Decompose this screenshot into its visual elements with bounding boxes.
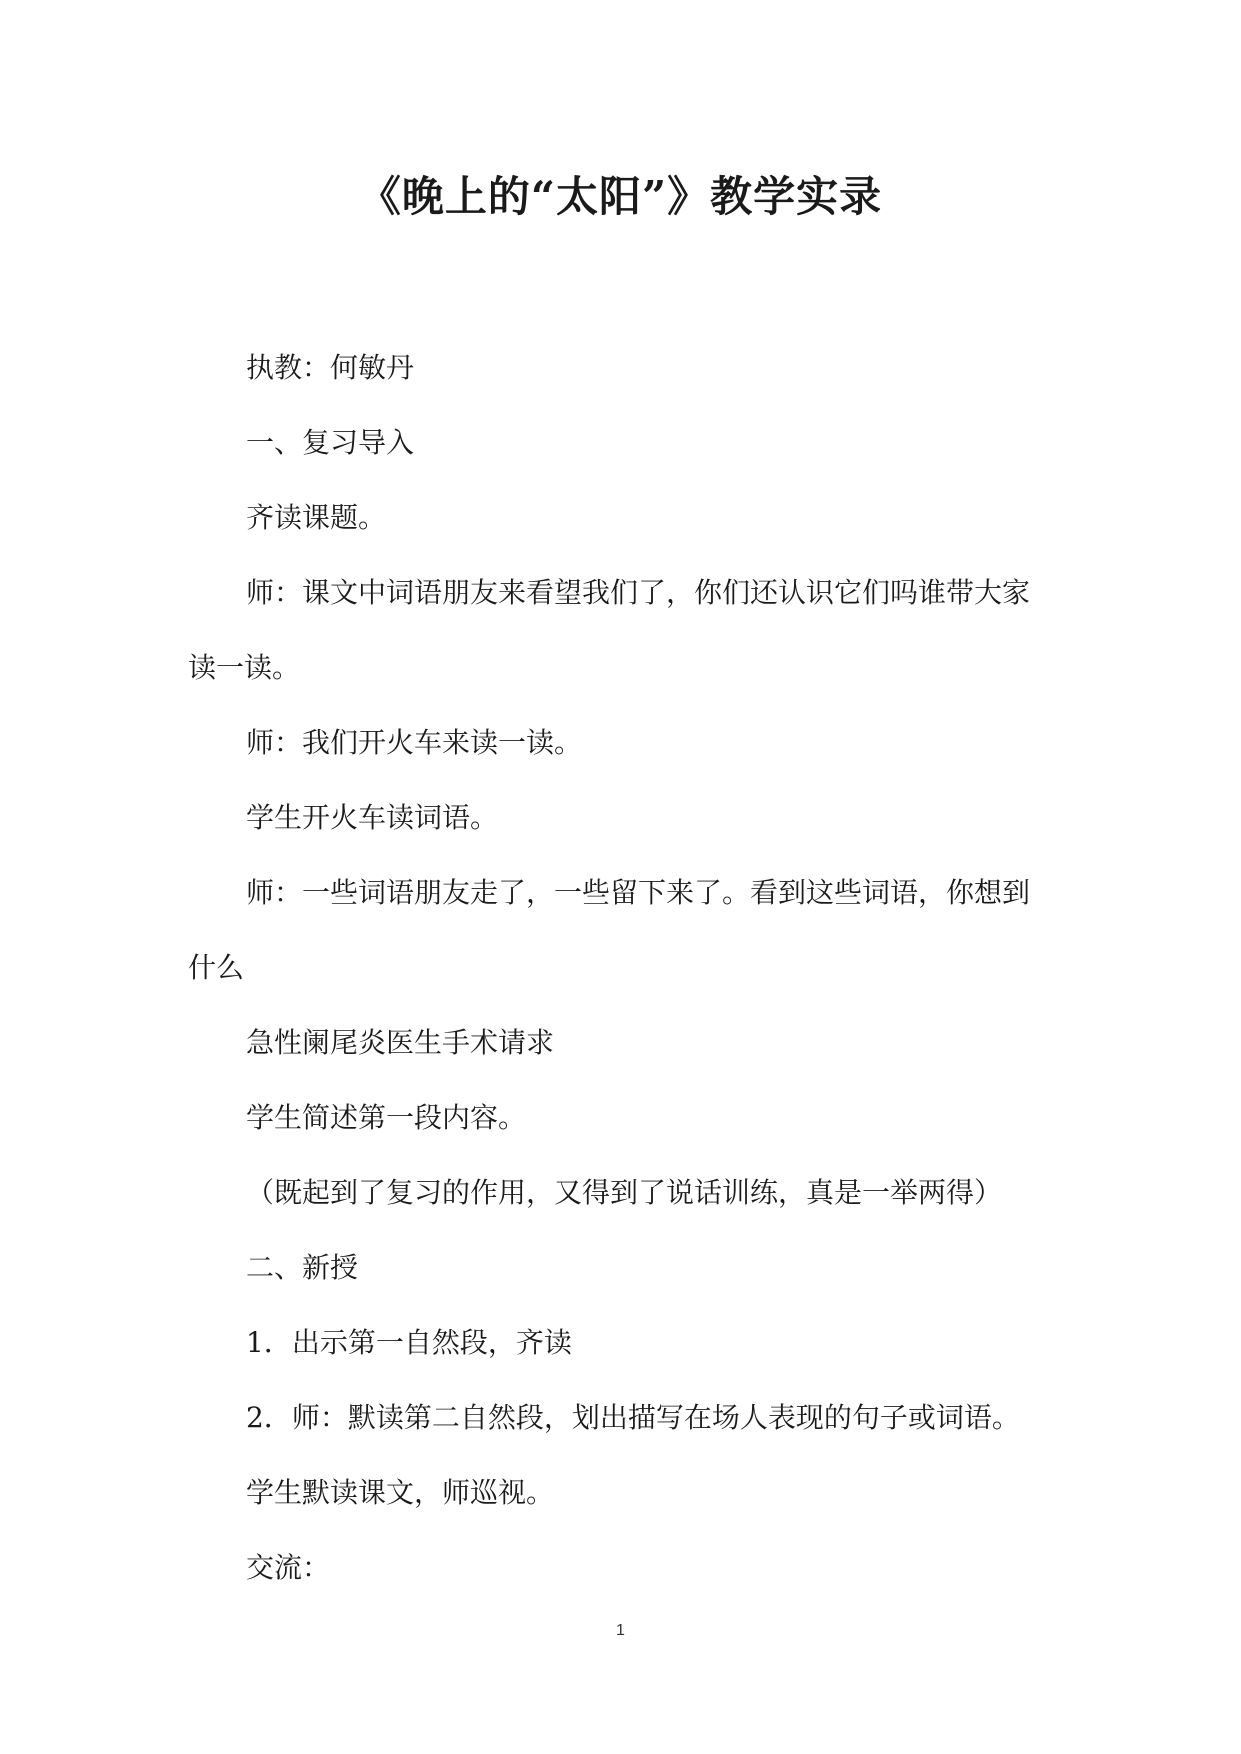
paragraph: （既起到了复习的作用，又得到了说话训练，真是一举两得） bbox=[246, 1176, 1003, 1209]
paragraph: 师：课文中词语朋友来看望我们了，你们还认识它们吗谁带大家读一读。 bbox=[188, 576, 1031, 684]
paragraph: 执教：何敏丹 bbox=[246, 351, 415, 384]
paragraph: 学生开火车读词语。 bbox=[246, 801, 499, 834]
paragraph: 齐读课题。 bbox=[246, 501, 387, 534]
page-number: 1 bbox=[616, 1622, 625, 1639]
document-body bbox=[188, 330, 1048, 1605]
paragraph: 2．师：默读第二自然段，划出描写在场人表现的句子或词语。 bbox=[246, 1401, 1020, 1434]
paragraph: 师：我们开火车来读一读。 bbox=[246, 726, 583, 759]
paragraph: 学生简述第一段内容。 bbox=[246, 1101, 527, 1134]
paragraph: 一、复习导入 bbox=[246, 426, 415, 459]
paragraph: 急性阑尾炎医生手术请求 bbox=[246, 1026, 555, 1059]
paragraph: 交流： bbox=[246, 1551, 331, 1584]
paragraph: 师：一些词语朋友走了，一些留下来了。看到这些词语，你想到什么 bbox=[188, 876, 1031, 984]
document-title: 《晚上的“太阳”》教学实录 bbox=[358, 172, 883, 222]
paragraph: 1．出示第一自然段，齐读 bbox=[246, 1326, 572, 1359]
paragraph: 学生默读课文，师巡视。 bbox=[246, 1476, 555, 1509]
paragraph: 二、新授 bbox=[246, 1251, 359, 1284]
